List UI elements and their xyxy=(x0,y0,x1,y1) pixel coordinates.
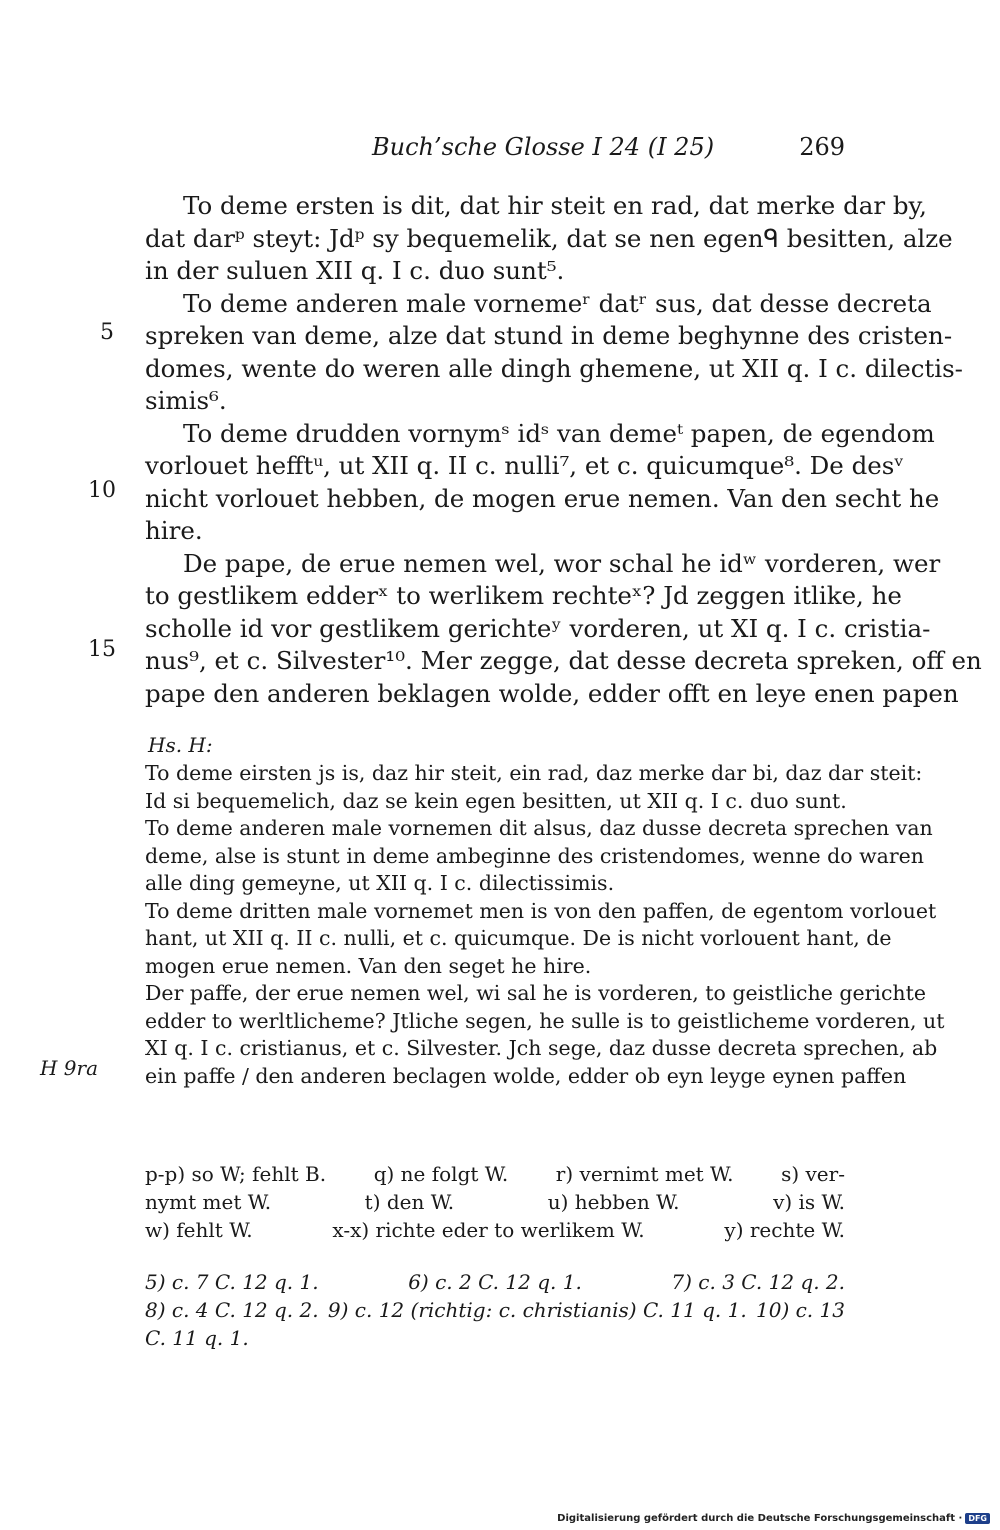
source-notes xyxy=(145,1268,845,1352)
source-row xyxy=(145,1324,845,1352)
manuscript-line: To deme dritten male vornemet men is von den paffen, de egentom vorlouet xyxy=(145,898,937,923)
apparatus-note: q) ne folgt W. xyxy=(373,1162,509,1186)
main-line: De pape, de erue nemen wel, wor schal he idʷ vorderen, wer xyxy=(183,548,941,578)
apparatus-note: nymt met W. xyxy=(145,1190,272,1214)
main-line: To deme anderen male vornemeʳ datʳ sus, dat desse decreta xyxy=(183,288,932,318)
apparatus-note: w) fehlt W. xyxy=(145,1218,253,1242)
line-number: 5 xyxy=(100,320,114,345)
main-text xyxy=(145,190,982,710)
apparatus-row xyxy=(145,1216,845,1244)
apparatus-row xyxy=(145,1160,845,1188)
manuscript-line: To deme anderen male vornemen dit alsus, daz dusse decreta sprechen van xyxy=(145,816,933,840)
manuscript-line: XI q. I c. cristianus, et c. Silvester. Jch sege, daz dusse decreta sprechen, ab xyxy=(145,1036,938,1060)
apparatus-note: x-x) richte eder to werlikem W. xyxy=(332,1218,645,1242)
apparatus-note: v) is W. xyxy=(773,1190,845,1214)
manuscript-line: Der paffe, der erue nemen wel, wi sal he is vorderen, to geistliche gerichte xyxy=(145,981,927,1005)
line-number: 15 xyxy=(88,637,116,662)
manuscript-line: mogen erue nemen. Van den seget he hire. xyxy=(145,953,592,978)
dfg-logo: DFG xyxy=(965,1513,990,1524)
source-note: 8) c. 4 C. 12 q. 2. xyxy=(145,1298,319,1322)
main-line: To deme drudden vornymˢ idˢ van demeᵗ papen, de egendom xyxy=(183,418,935,448)
apparatus-note: r) vernimt met W. xyxy=(555,1162,734,1186)
main-line: in der suluen XII q. I c. duo sunt⁵. xyxy=(145,256,565,285)
critical-apparatus xyxy=(145,1160,845,1244)
source-note: 7) c. 3 C. 12 q. 2. xyxy=(671,1270,845,1294)
source-row xyxy=(145,1296,845,1324)
main-line: vorlouet hefftᵘ, ut XII q. II c. nulli⁷, et c. quicumque⁸. De desᵛ xyxy=(145,451,904,480)
apparatus-note: p-p) so W; fehlt B. xyxy=(145,1162,327,1186)
main-line: to gestlikem edderˣ to werlikem rechteˣ? Jd zeggen itlike, he xyxy=(145,581,902,610)
main-line: pape den anderen beklagen wolde, edder offt en leye enen papen xyxy=(145,678,959,708)
main-line: hire. xyxy=(145,516,203,545)
manuscript-line: deme, alse is stunt in deme ambeginne des cristendomes, wenne do waren xyxy=(145,843,925,868)
manuscript-text xyxy=(145,760,945,1090)
main-line: simis⁶. xyxy=(145,386,227,415)
manuscript-line: hant, ut XII q. II c. nulli, et c. quicumque. De is nicht vorlouent hant, de xyxy=(145,926,892,950)
main-line: dat darᵖ steyt: Jdᵖ sy bequemelik, dat se nen egenᑫ besitten, alze xyxy=(145,223,953,253)
main-line: scholle id vor gestlikem gerichteʸ vorderen, ut XI q. I c. cristia- xyxy=(145,613,931,643)
manuscript-line: Id si bequemelich, daz se kein egen besitten, ut XII q. I c. duo sunt. xyxy=(145,788,847,813)
manuscript-line: ein paffe / den anderen beclagen wolde, edder ob eyn leyge eynen paffen xyxy=(145,1063,907,1088)
manuscript-line: To deme eirsten js is, daz hir steit, ein rad, daz merke dar bi, daz dar steit: xyxy=(145,761,923,785)
main-line: nicht vorlouet hebben, de mogen erue nemen. Van den secht he xyxy=(145,483,940,513)
line-number: 10 xyxy=(88,478,116,503)
source-note: 9) c. 12 (richtig: c. christianis) C. 11 q. 1. xyxy=(327,1298,747,1322)
main-line: spreken van deme, alze dat stund in deme beghynne des cristen- xyxy=(145,321,953,350)
apparatus-note: s) ver- xyxy=(781,1162,845,1186)
running-header-title: Buch’sche Glosse I 24 (I 25) xyxy=(372,133,715,161)
manuscript-label: Hs. H: xyxy=(148,733,213,757)
apparatus-row xyxy=(145,1188,845,1216)
apparatus-note: t) den W. xyxy=(364,1190,455,1214)
main-line: nus⁹, et c. Silvester¹⁰. Mer zegge, dat desse decreta spreken, off en xyxy=(145,646,982,675)
apparatus-note: u) hebben W. xyxy=(547,1190,680,1214)
page-number: 269 xyxy=(799,133,845,161)
footer-text: Digitalisierung gefördert durch die Deutsche Forschungsgemeinschaft · xyxy=(557,1513,963,1524)
manuscript-line: edder to werltlicheme? Jtliche segen, he sulle is to geistlicheme vorderen, ut xyxy=(145,1008,945,1033)
source-row xyxy=(145,1268,845,1296)
main-line: domes, wente do weren alle dingh ghemene, ut XII q. I c. dilectis- xyxy=(145,353,963,383)
digitization-footer xyxy=(557,1513,990,1524)
source-note: C. 11 q. 1. xyxy=(145,1326,249,1350)
manuscript-line: alle ding gemeyne, ut XII q. I c. dilectissimis. xyxy=(145,871,615,895)
apparatus-note: y) rechte W. xyxy=(724,1218,845,1242)
source-note: 6) c. 2 C. 12 q. 1. xyxy=(408,1270,582,1294)
margin-folio-note: H 9ra xyxy=(40,1056,99,1080)
source-note: 5) c. 7 C. 12 q. 1. xyxy=(145,1270,319,1294)
source-note: 10) c. 13 xyxy=(756,1298,845,1322)
main-line: To deme ersten is dit, dat hir steit en rad, dat merke dar by, xyxy=(183,191,927,220)
